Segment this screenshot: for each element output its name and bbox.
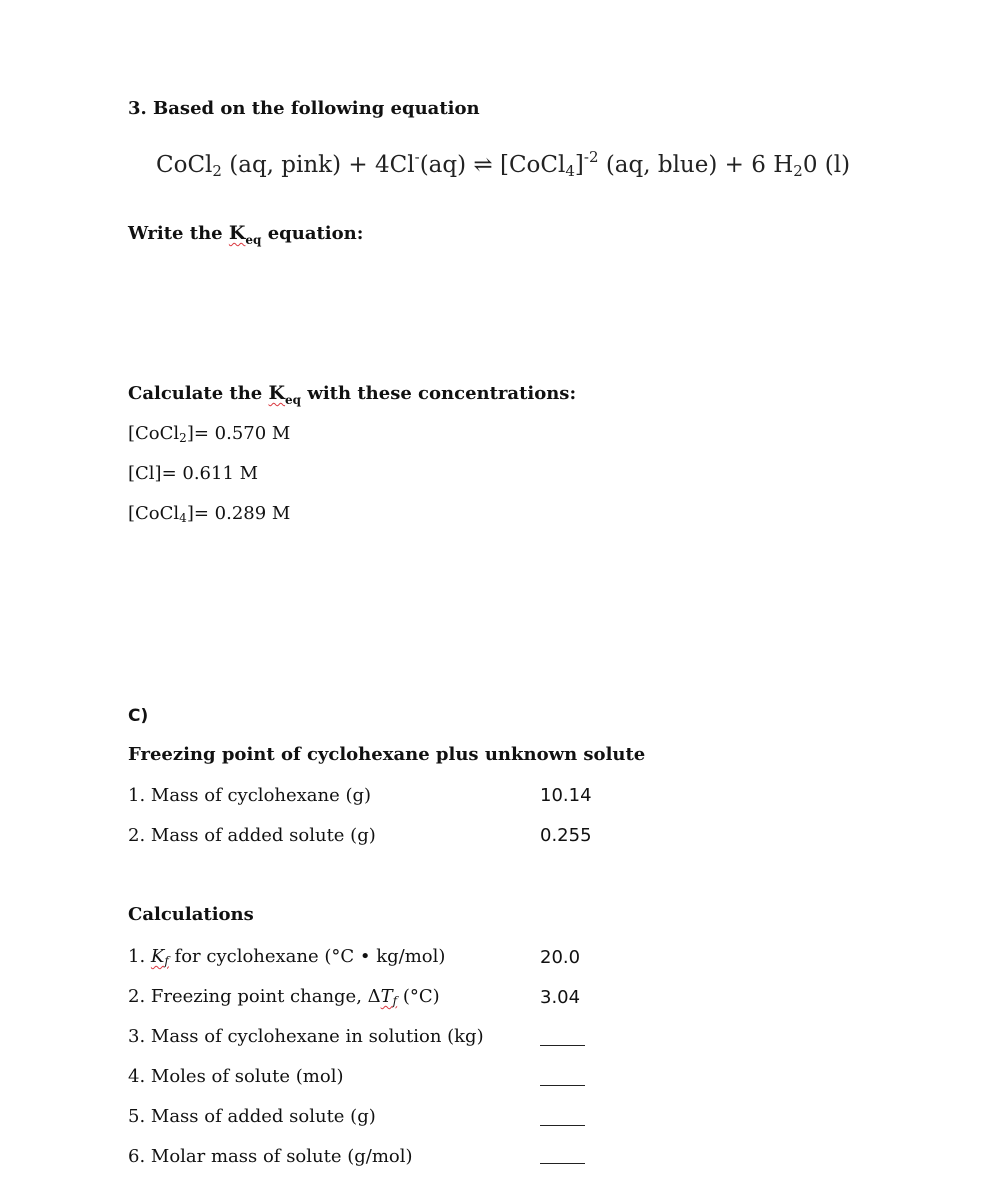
concentration-cocl2: [CoCl$_2$]= 0.570 M	[128, 423, 291, 445]
answer-blank[interactable]	[540, 1125, 585, 1126]
calculate-keq-prompt: Calculate the $K_{eq}$ with these concentrations:	[128, 382, 577, 407]
calc-value-kf: 20.0	[540, 947, 581, 968]
answer-blank[interactable]	[540, 1163, 585, 1164]
equilibrium-arrow-icon: ⇌	[466, 152, 500, 178]
calculations-heading: Calculations	[128, 904, 254, 925]
measurement-value: 0.255	[540, 825, 592, 846]
answer-blank[interactable]	[540, 1085, 585, 1086]
concentration-cl: [Cl]= 0.611 M	[128, 463, 259, 484]
calc-row-kf: 1. $K_f$ for cyclohexane (°C • kg/mol)	[128, 946, 446, 968]
part-c-label: C)	[128, 706, 149, 726]
calc-row-mass-cyclohexane: 3. Mass of cyclohexane in solution (kg)	[128, 1026, 484, 1047]
calc-row-mass-solute: 5. Mass of added solute (g)	[128, 1106, 376, 1127]
measurement-label: 1. Mass of cyclohexane (g)	[128, 785, 372, 806]
calc-row-delta-tf: 2. Freezing point change, $\Delta T_f$ (°C)	[128, 986, 440, 1008]
measurement-value: 10.14	[540, 785, 592, 806]
calc-value-delta-tf: 3.04	[540, 987, 581, 1008]
answer-blank[interactable]	[540, 1045, 585, 1046]
part-c-title: Freezing point of cyclohexane plus unknown solute	[128, 744, 646, 765]
write-keq-prompt: Write the $K_{eq}$ equation:	[128, 222, 364, 247]
calc-row-molar-mass: 6. Molar mass of solute (g/mol)	[128, 1146, 413, 1167]
concentration-cocl4: [CoCl$_4$]= 0.289 M	[128, 503, 291, 525]
chemical-equation: CoCl$_2$ (aq, pink) + 4Cl-(aq) ⇌ [CoCl$_4$]$^{-2}$ (aq, blue) + 6 $H_20$ (l)	[156, 148, 851, 180]
calc-row-moles-solute: 4. Moles of solute (mol)	[128, 1066, 344, 1087]
measurement-label: 2. Mass of added solute (g)	[128, 825, 376, 846]
question-heading: 3. Based on the following equation	[128, 98, 480, 119]
